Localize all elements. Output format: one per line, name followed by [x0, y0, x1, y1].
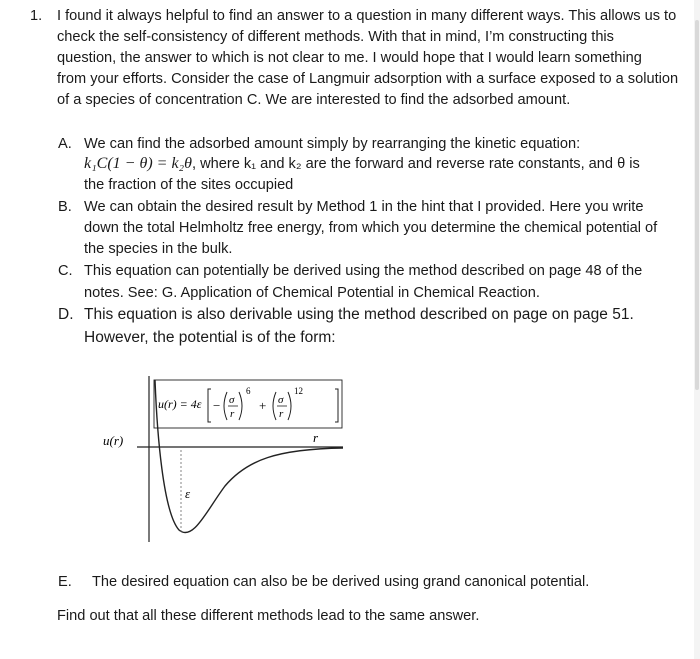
- intro-line: from your efforts. Consider the case of Langmuir adsorption with a surface exposed to a solution: [57, 71, 679, 87]
- scrollbar-thumb[interactable]: [695, 20, 699, 390]
- item-a-equation-line: [84, 154, 640, 174]
- r-denominator-1: r: [230, 408, 235, 420]
- formula-lhs: u(r) = 4ε: [158, 397, 202, 411]
- item-a-line1: We can find the adsorbed amount simply by rearranging the kinetic equation:: [84, 136, 581, 152]
- formula-minus: −: [213, 398, 221, 413]
- question-number: 1.: [30, 8, 43, 24]
- scrollbar[interactable]: [694, 0, 700, 659]
- item-a-line3: the fraction of the sites occupied: [84, 177, 294, 193]
- kinetic-equation: k₁C(1 − θ) = k₂θ: [84, 155, 192, 172]
- x-axis-label: r: [313, 430, 319, 445]
- formula-plus: +: [259, 398, 267, 413]
- item-c-line: This equation can potentially be derived using the method described on page 48 of the: [84, 263, 643, 279]
- sigma-2: σ: [278, 394, 284, 406]
- well-depth-label: ε: [185, 486, 191, 501]
- paren-left-2: [273, 392, 276, 420]
- intro-line: I found it always helpful to find an answer to a question in many different ways. This allows us to: [57, 8, 677, 24]
- item-d-marker: D.: [58, 306, 74, 323]
- item-e-marker: E.: [58, 574, 72, 590]
- item-e-text: The desired equation can also be be derived using grand canonical potential.: [92, 574, 590, 590]
- intro-line: of a species of concentration C. We are interested to find the adsorbed amount.: [57, 92, 571, 108]
- item-d-line: This equation is also derivable using the method described on page on page 51.: [84, 306, 634, 323]
- paren-left-1: [224, 392, 227, 420]
- potential-figure: [95, 372, 365, 544]
- item-a-marker: A.: [58, 136, 72, 152]
- item-c-line: notes. See: G. Application of Chemical Potential in Chemical Reaction.: [84, 285, 540, 301]
- intro-line: check the self-consistency of different methods. With that in mind, I’m constructing this: [57, 29, 614, 45]
- item-b-marker: B.: [58, 199, 72, 215]
- item-b-line: the species in the bulk.: [84, 241, 233, 257]
- y-axis-label: u(r): [103, 433, 124, 448]
- exponent-12: 12: [294, 386, 303, 396]
- bracket-left: [208, 389, 211, 422]
- bracket-right: [335, 389, 338, 422]
- item-b-line: down the total Helmholtz free energy, from which you determine the chemical potential of: [84, 220, 658, 236]
- exponent-6: 6: [246, 386, 251, 396]
- item-a-equation-note: , where k₁ and k₂ are the forward and reverse rate constants, and θ is: [191, 156, 640, 172]
- item-c-marker: C.: [58, 263, 73, 279]
- sigma-1: σ: [229, 394, 235, 406]
- item-d-line: However, the potential is of the form:: [84, 329, 336, 346]
- closing-line: Find out that all these different methods lead to the same answer.: [57, 608, 480, 624]
- paren-right-1: [239, 392, 242, 420]
- item-b-line: We can obtain the desired result by Method 1 in the hint that I provided. Here you write: [84, 199, 644, 215]
- paren-right-2: [288, 392, 291, 420]
- intro-line: question, the answer to which is not clear to me. I would hope that I would learn something: [57, 50, 642, 66]
- r-denominator-2: r: [279, 408, 284, 420]
